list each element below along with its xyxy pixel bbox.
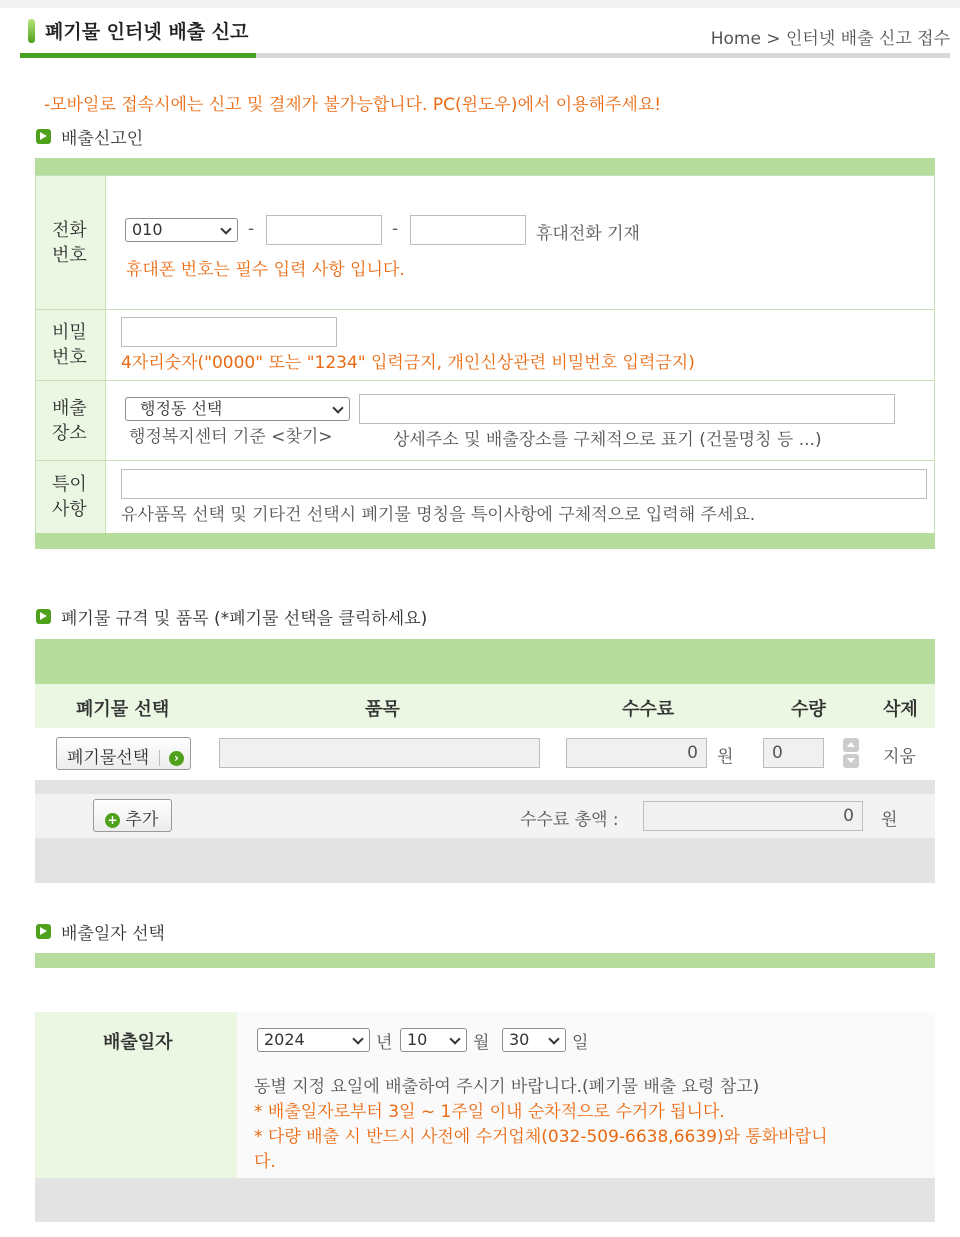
arrow-right-icon <box>36 129 51 144</box>
month-unit: 월 <box>473 1033 490 1053</box>
section-title-text: 배출일자 선택 <box>61 924 165 944</box>
phone-label: 전화 번호 <box>36 176 106 309</box>
spinner-up-icon[interactable] <box>843 738 859 752</box>
remarks-note: 유사품목 선택 및 기타건 선택시 폐기물 명칭을 특이사항에 구체적으로 입력해 주세요. <box>121 505 756 525</box>
password-label: 비밀 번호 <box>36 310 106 380</box>
col-quantity: 수량 <box>791 699 826 720</box>
password-input[interactable] <box>121 317 337 347</box>
waste-table-footer <box>35 838 935 883</box>
date-note: 동별 지정 요일에 배출하여 주시기 바랍니다.(폐기물 배출 요령 참고) <box>254 1077 760 1097</box>
title-bar-icon <box>28 19 35 43</box>
date-bulk-note-cont: 다. <box>254 1152 276 1172</box>
location-row <box>36 381 934 461</box>
waste-row-divider <box>35 780 935 794</box>
waste-row <box>35 728 935 780</box>
location-detail-note: 상세주소 및 배출장소를 구체적으로 표기 (건물명칭 등 ...) <box>393 430 822 450</box>
date-cell <box>237 1012 935 1178</box>
quantity-field[interactable]: 0 <box>763 738 824 768</box>
add-button[interactable]: + 추가 <box>93 799 172 832</box>
password-row <box>36 310 934 381</box>
page <box>0 8 960 1237</box>
year-select[interactable]: 2024 <box>257 1028 370 1052</box>
phone-dash-2: - <box>392 219 399 239</box>
section-title-date <box>36 919 165 944</box>
breadcrumb: Home > 인터넷 배출 신고 접수 <box>710 29 950 49</box>
chevron-down-icon <box>352 1033 363 1044</box>
phone-prefix-select[interactable]: 010 <box>125 218 238 242</box>
center-search-link[interactable]: 행정복지센터 기준 <찾기> <box>129 427 333 447</box>
section-title-waste <box>36 604 427 629</box>
chevron-down-icon <box>220 223 231 234</box>
header-divider-accent <box>20 53 256 58</box>
waste-summary-row <box>35 794 935 838</box>
remarks-row <box>36 461 934 533</box>
applicant-form <box>35 175 935 534</box>
phone-hint: 휴대전화 기재 <box>536 224 640 244</box>
fee-field: 0 <box>566 738 707 768</box>
remarks-label: 특이 사항 <box>36 461 106 533</box>
phone-last-input[interactable] <box>410 215 526 245</box>
location-label: 배출 장소 <box>36 381 106 460</box>
total-fee-unit: 원 <box>881 810 898 830</box>
year-unit: 년 <box>376 1033 393 1053</box>
section-bar-bottom <box>35 533 935 549</box>
section-bar <box>35 158 935 175</box>
mobile-warning: -모바일로 접속시에는 신고 및 결제가 불가능합니다. PC(윈도우)에서 이용해주세요! <box>44 95 662 115</box>
delete-link[interactable]: 지움 <box>883 747 916 767</box>
col-delete: 삭제 <box>883 699 918 720</box>
item-field <box>219 738 540 768</box>
dong-select[interactable]: 행정동 선택 <box>125 397 350 421</box>
chevron-down-icon <box>449 1033 460 1044</box>
arrow-right-icon <box>36 924 51 939</box>
date-table-footer <box>35 1178 935 1222</box>
phone-middle-input[interactable] <box>266 215 382 245</box>
waste-select-button[interactable]: 폐기물선택 › <box>56 737 191 770</box>
total-fee-field: 0 <box>643 801 863 831</box>
arrow-right-icon: › <box>169 751 184 766</box>
waste-table-bar <box>35 639 935 684</box>
quantity-spinner[interactable] <box>843 738 859 768</box>
month-select[interactable]: 10 <box>400 1028 467 1052</box>
password-note: 4자리숫자("0000" 또는 "1234" 입력금지, 개인신상관련 비밀번호 입력금지) <box>121 353 695 373</box>
phone-required-note: 휴대폰 번호는 필수 입력 사항 입니다. <box>126 260 405 280</box>
date-label: 배출일자 <box>103 1032 173 1053</box>
date-label-cell <box>35 1012 237 1178</box>
phone-dash-1: - <box>248 219 255 239</box>
date-bulk-note: * 다량 배출 시 반드시 사전에 수거업체(032-509-6638,6639)와 통화바랍니 <box>254 1127 828 1147</box>
chevron-down-icon <box>548 1033 559 1044</box>
section-title-text: 폐기물 규격 및 품목 (*폐기물 선택을 클릭하세요) <box>61 609 428 629</box>
section-bar <box>35 953 935 968</box>
location-detail-input[interactable] <box>359 394 895 424</box>
arrow-right-icon <box>36 609 51 624</box>
date-collection-note: * 배출일자로부터 3일 ~ 1주일 이내 순차적으로 수거가 됩니다. <box>254 1102 725 1122</box>
total-fee-label: 수수료 총액 : <box>520 810 619 830</box>
section-title-applicant <box>36 124 143 149</box>
col-item: 품목 <box>365 699 400 720</box>
phone-row <box>36 176 934 310</box>
col-fee: 수수료 <box>622 699 675 720</box>
page-header <box>20 8 950 58</box>
fee-unit: 원 <box>717 747 734 767</box>
col-waste-select: 폐기물 선택 <box>76 699 170 720</box>
waste-table-header <box>35 684 935 728</box>
day-unit: 일 <box>572 1033 589 1053</box>
spinner-down-icon[interactable] <box>843 754 859 768</box>
remarks-input[interactable] <box>121 469 927 499</box>
page-title: 폐기물 인터넷 배출 신고 <box>45 21 249 43</box>
day-select[interactable]: 30 <box>502 1028 566 1052</box>
section-title-text: 배출신고인 <box>61 129 144 149</box>
chevron-down-icon <box>332 402 343 413</box>
plus-icon: + <box>105 813 120 828</box>
